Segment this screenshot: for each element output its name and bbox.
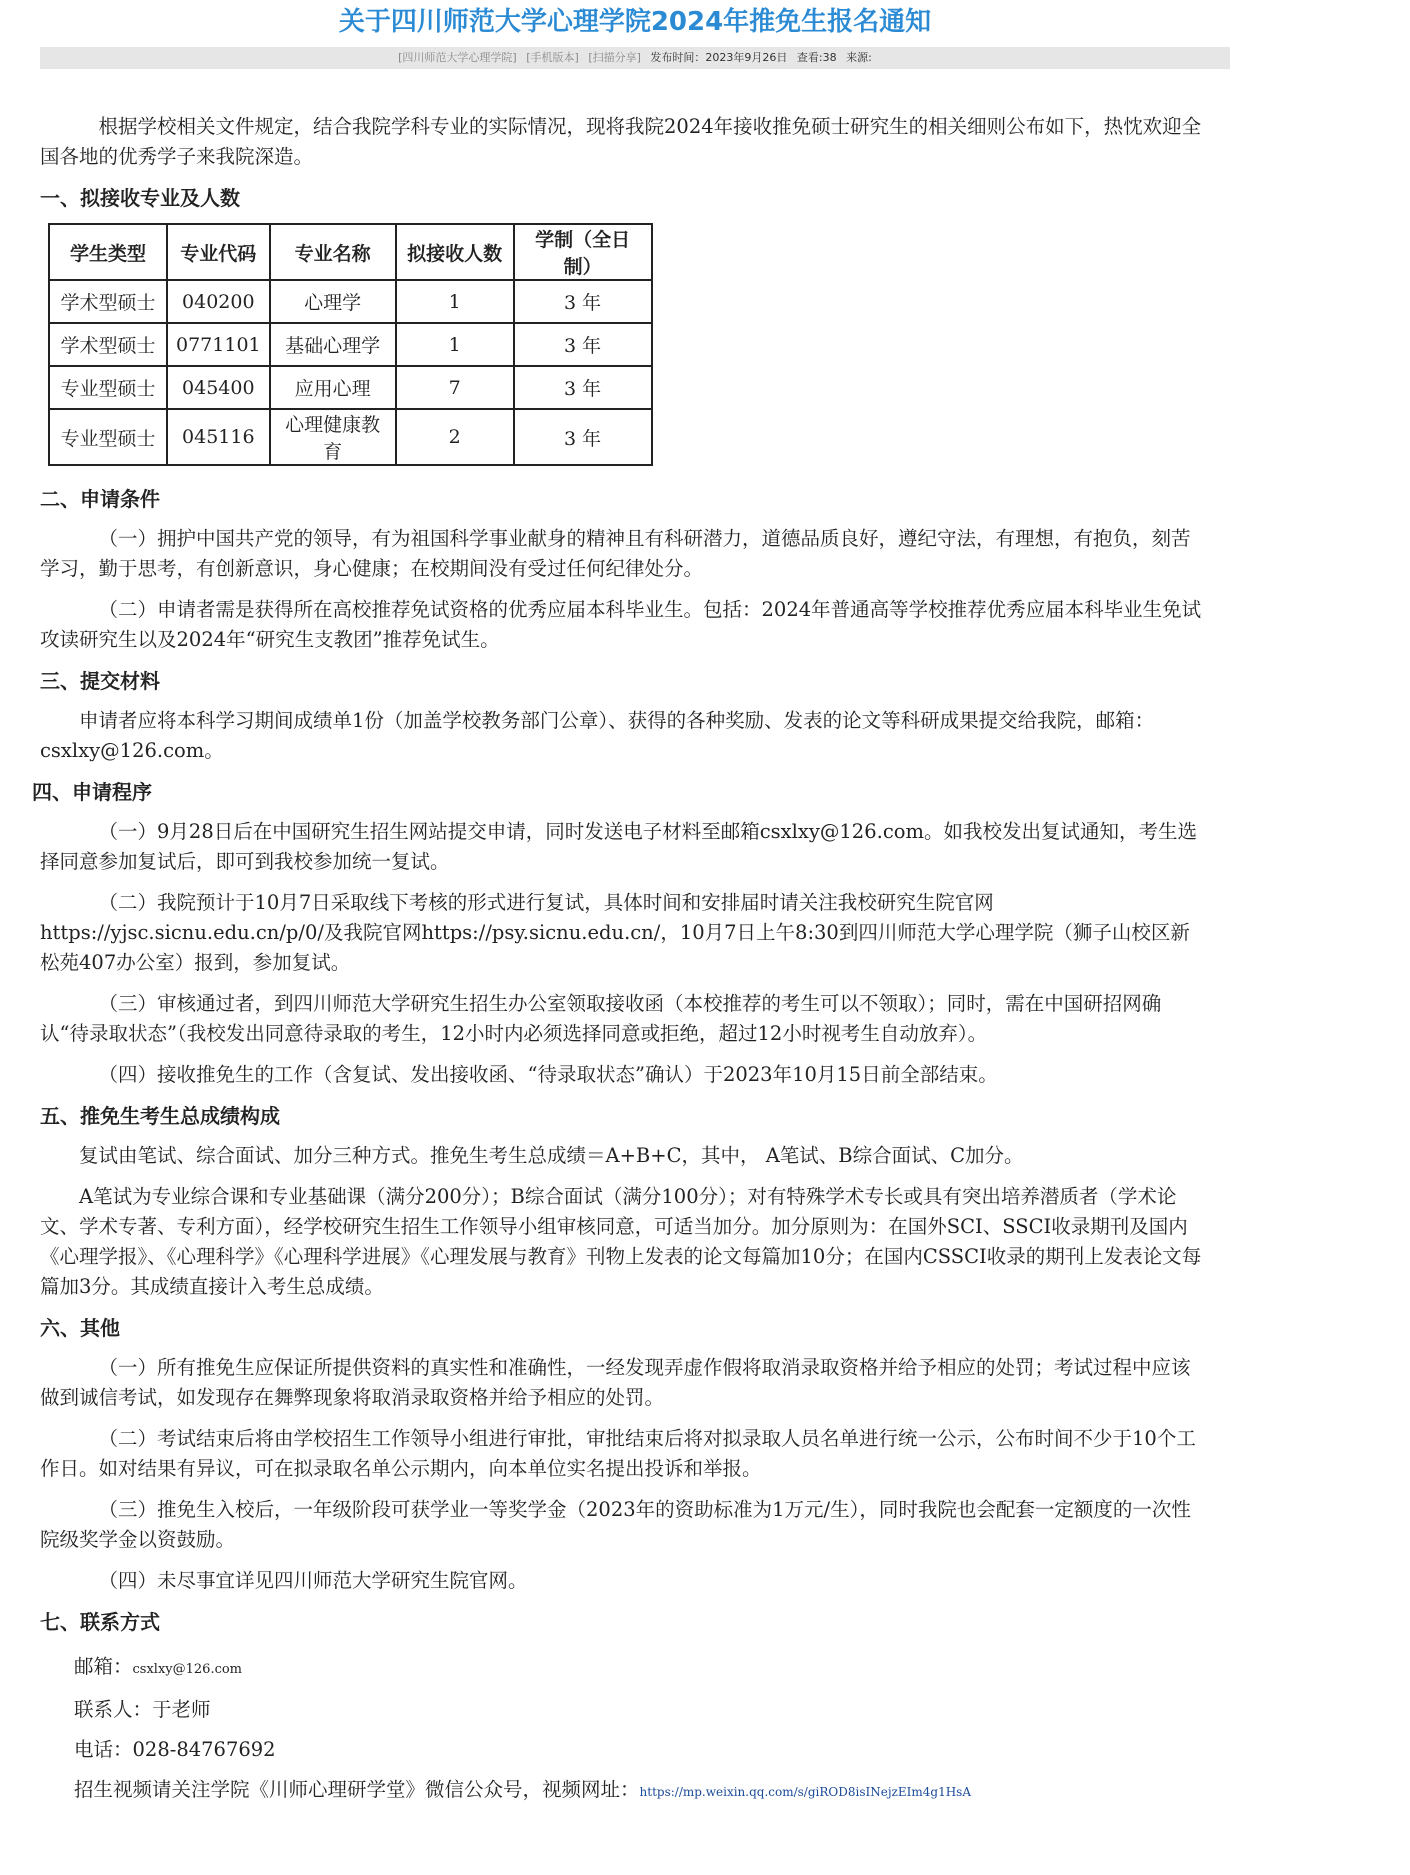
cell-duration: 3 年 <box>514 366 652 409</box>
contact-person-label: 联系人： <box>74 1698 153 1721</box>
intro-paragraph: 根据学校相关文件规定，结合我院学科专业的实际情况，现将我院2024年接收推免硕士研究生的相关细则公布如下，热忱欢迎全国各地的优秀学子来我院深造。 <box>40 115 1202 168</box>
cell-major-code: 045116 <box>167 409 270 465</box>
article-body <box>32 112 1208 1812</box>
cell-duration: 3 年 <box>514 323 652 366</box>
table-row <box>49 366 652 409</box>
page-title: 关于四川师范大学心理学院2024年推免生报名通知 <box>338 7 932 37</box>
col-header-major-code: 专业代码 <box>167 224 270 280</box>
cell-major-name: 心理学 <box>270 280 396 323</box>
contact-phone-line <box>74 1730 1208 1770</box>
contact-email-line <box>74 1647 1208 1690</box>
cell-major-code: 045400 <box>167 366 270 409</box>
col-header-major-name: 专业名称 <box>270 224 396 280</box>
cell-student-type: 学术型硕士 <box>49 280 167 323</box>
cell-duration: 3 年 <box>514 280 652 323</box>
col-header-student-type: 学生类型 <box>49 224 167 280</box>
email-label: 邮箱： <box>74 1655 133 1678</box>
phone-value: 028-84767692 <box>132 1738 276 1761</box>
cell-major-code: 040200 <box>167 280 270 323</box>
mobile-version-link[interactable]: [手机版本] <box>526 51 579 64</box>
meta-bar <box>40 47 1230 69</box>
cell-major-name: 心理健康教育 <box>270 409 396 465</box>
table-row <box>49 323 652 366</box>
cell-quota: 2 <box>396 409 514 465</box>
quota-table <box>48 223 653 466</box>
cell-student-type: 专业型硕士 <box>49 366 167 409</box>
section-5-paragraph-1: 复试由笔试、综合面试、加分三种方式。推免生考生总成绩＝A+B+C，其中， A笔试、B综合面试、C加分。 <box>79 1144 1024 1167</box>
section-4-paragraph-2: （二）我院预计于10月7日采取线下考核的形式进行复试，具体时间和安排届时请关注我校研究生院官网https://yjsc.sicnu.edu.cn/p/0/及我院官网https://psy.sicnu.edu.cn/，10月7日上午8:30到四川师范大学心理学院（狮子山校区新松苑407办公室）报到，参加复试。 <box>40 891 1190 974</box>
section-6-paragraph-3: （三）推免生入校后，一年级阶段可获学业一等奖学金（2023年的资助标准为1万元/生），同时我院也会配套一定额度的一次性院级奖学金以资鼓励。 <box>40 1498 1191 1551</box>
section-2-paragraph-2: （二）申请者需是获得所在高校推荐免试资格的优秀应届本科毕业生。包括：2024年普通高等学校推荐优秀应届本科毕业生免试攻读研究生以及2024年“研究生支教团”推荐免试生。 <box>40 598 1202 651</box>
cell-duration: 3 年 <box>514 409 652 465</box>
cell-quota: 1 <box>396 280 514 323</box>
section-2-heading: 二、申请条件 <box>40 487 160 511</box>
contact-person-value: 于老师 <box>152 1698 211 1721</box>
views-label: 查看: <box>796 51 823 64</box>
table-header-row <box>49 224 652 280</box>
email-value[interactable]: csxlxy@126.com <box>132 1662 243 1677</box>
section-2-paragraph-1: （一）拥护中国共产党的领导，有为祖国科学事业献身的精神且有科研潜力，道德品质良好，遵纪守法，有理想，有抱负，刻苦学习，勤于思考，有创新意识，身心健康；在校期间没有受过任何纪律处分。 <box>40 527 1191 580</box>
publish-label: 发布时间： <box>650 51 706 64</box>
cell-student-type: 专业型硕士 <box>49 409 167 465</box>
video-url-link[interactable]: https://mp.weixin.qq.com/s/giROD8isINejzEIm4g1HsA <box>639 1785 971 1799</box>
views-count: 38 <box>822 51 837 64</box>
section-6-paragraph-4: （四）未尽事宜详见四川师范大学研究生院官网。 <box>98 1569 528 1592</box>
contact-person-line <box>74 1690 1208 1730</box>
cell-major-code: 0771101 <box>167 323 270 366</box>
section-5-paragraph-2: A笔试为专业综合课和专业基础课（满分200分）；B综合面试（满分100分）；对有特殊学术专长或具有突出培养潜质者（学术论文、学术专著、专利方面），经学校研究生招生工作领导小组审核同意，可适当加分。加分原则为：在国外SCI、SSCI收录期刊及国内《心理学报》、《心理科学》《心理科学进展》《心理发展与教育》刊物上发表的论文每篇加10分；在国内CSSCI收录的期刊上发表论文每篇加3分。其成绩直接计入考生总成绩。 <box>40 1185 1202 1298</box>
section-7-heading: 七、联系方式 <box>40 1610 160 1634</box>
site-link[interactable]: [四川师范大学心理学院] <box>398 51 517 64</box>
col-header-quota: 拟接收人数 <box>396 224 514 280</box>
video-line <box>74 1770 1208 1812</box>
section-6-paragraph-1: （一）所有推免生应保证所提供资料的真实性和准确性，一经发现弄虚作假将取消录取资格并给予相应的处罚；考试过程中应该做到诚信考试，如发现存在舞弊现象将取消录取资格并给予相应的处罚。 <box>40 1356 1191 1409</box>
video-text: 招生视频请关注学院《川师心理研学堂》微信公众号，视频网址： <box>74 1778 640 1801</box>
section-4-paragraph-3: （三）审核通过者，到四川师范大学研究生招生办公室领取接收函（本校推荐的考生可以不领取）；同时，需在中国研招网确认“待录取状态”（我校发出同意待录取的考生，12小时内必须选择同意或拒绝，超过12小时视考生自动放弃）。 <box>40 992 1162 1045</box>
section-4-paragraph-4: （四）接收推免生的工作（含复试、发出接收函、“待录取状态”确认）于2023年10月15日前全部结束。 <box>98 1063 998 1086</box>
cell-quota: 1 <box>396 323 514 366</box>
section-5-heading: 五、推免生考生总成绩构成 <box>40 1104 280 1128</box>
section-6-paragraph-2: （二）考试结束后将由学校招生工作领导小组进行审批，审批结束后将对拟录取人员名单进行统一公示，公布时间不少于10个工作日。如对结果有异议，可在拟录取名单公示期内，向本单位实名提出投诉和举报。 <box>40 1427 1196 1480</box>
section-1-heading: 一、拟接收专业及人数 <box>40 186 240 210</box>
table-row <box>49 409 652 465</box>
cell-quota: 7 <box>396 366 514 409</box>
phone-label: 电话： <box>74 1738 133 1761</box>
cell-major-name: 基础心理学 <box>270 323 396 366</box>
section-4-paragraph-1: （一）9月28日后在中国研究生招生网站提交申请，同时发送电子材料至邮箱csxlxy@126.com。如我校发出复试通知，考生选择同意参加复试后，即可到我校参加统一复试。 <box>40 820 1197 873</box>
publish-date: 2023年9月26日 <box>705 51 788 64</box>
section-4-heading: 四、申请程序 <box>32 780 152 804</box>
cell-major-name: 应用心理 <box>270 366 396 409</box>
table-row <box>49 280 652 323</box>
source-label: 来源: <box>846 51 872 64</box>
cell-student-type: 学术型硕士 <box>49 323 167 366</box>
section-6-heading: 六、其他 <box>40 1316 120 1340</box>
contact-info <box>74 1647 1208 1812</box>
section-3-paragraph-1: 申请者应将本科学习期间成绩单1份（加盖学校教务部门公章）、获得的各种奖励、发表的论文等科研成果提交给我院，邮箱：csxlxy@126.com。 <box>40 709 1155 762</box>
section-3-heading: 三、提交材料 <box>40 669 160 693</box>
col-header-duration: 学制（全日制） <box>514 224 652 280</box>
share-scan-link[interactable]: [扫描分享] <box>588 51 641 64</box>
